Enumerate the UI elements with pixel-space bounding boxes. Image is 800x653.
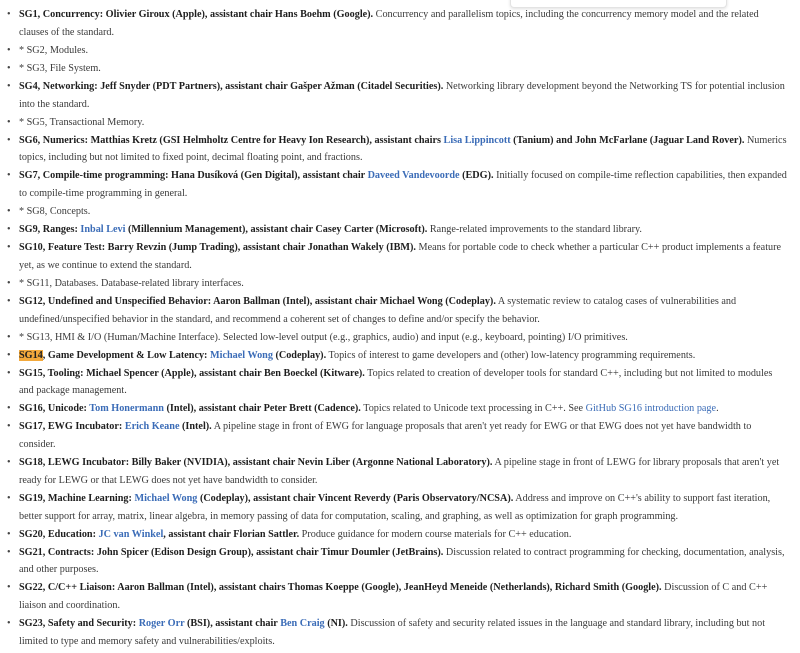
group-description: A systematic review to catalog cases of vulnerabilities and undefined/unspecified behavior in the standard, and recommend a coherent set of changes to define and/or specify the behavior. bbox=[19, 295, 737, 325]
heading-part: SG6, Numerics: Matthias Kretz (GSI Helmholtz Centre for Heavy Ion Research), assistant chairs bbox=[19, 134, 444, 146]
list-item bbox=[19, 221, 788, 239]
list-item bbox=[19, 42, 788, 60]
list-item bbox=[19, 114, 788, 132]
person-link[interactable]: JC van Winkel bbox=[98, 528, 164, 540]
group-heading: SG18, LEWG Incubator: Billy Baker (NVIDIA), assistant chair Nevin Liber (Argonne National Laboratory). bbox=[19, 457, 493, 469]
list-item bbox=[19, 400, 788, 418]
list-item bbox=[19, 418, 788, 454]
list-item bbox=[19, 454, 788, 490]
list-item bbox=[19, 544, 788, 580]
group-text: * SG13, HMI & I/O (Human/Machine Interface). Selected low-level output (e.g., graphics, audio) and input (e.g., keyboard, pointing) I/O primitives. bbox=[19, 331, 628, 343]
heading-part: SG17, EWG Incubator: bbox=[19, 421, 125, 433]
group-text: * SG2, Modules. bbox=[19, 44, 89, 56]
heading-part: (Intel). bbox=[179, 421, 212, 433]
group-description: Discussion of safety and security related issues in the language and standard library, including but not limited to type and memory safety and vulnerabilities/exploits. bbox=[19, 618, 766, 648]
list-item bbox=[19, 167, 788, 203]
heading-part: (Codeplay), assistant chair Vincent Reverdy (Paris Observatory/NCSA). bbox=[197, 492, 514, 504]
heading-part: (EDG). bbox=[459, 170, 494, 182]
sg16-github-link[interactable]: GitHub SG16 introduction page bbox=[585, 403, 717, 415]
heading-part: (NI). bbox=[324, 618, 348, 630]
list-item bbox=[19, 239, 788, 275]
group-heading bbox=[19, 224, 427, 235]
group-description: Initially focused on compile-time reflection capabilities, then expanded to compile-time programming in general. bbox=[19, 170, 787, 200]
list-item bbox=[19, 60, 788, 78]
list-item bbox=[19, 526, 788, 544]
group-description: Range-related improvements to the standard library. bbox=[427, 224, 642, 236]
heading-part: (Intel), assistant chair Peter Brett (Cadence). bbox=[163, 403, 361, 415]
group-description: Topics related to creation of developer tools for standard C++, including but not limited to modules and package management. bbox=[19, 367, 773, 397]
group-description: Discussion related to contract programming for checking, documentation, analysis, and other purposes. bbox=[19, 546, 785, 576]
group-description: Address and improve on C++'s ability to support fast iteration, better support for array, matrix, linear algebra, in memory passing of data for computation, scaling, and graphing, as well as optimization for graph programming. bbox=[19, 492, 771, 522]
group-heading bbox=[19, 135, 744, 146]
heading-part: (Tanium) and John McFarlane (Jaguar Land Rover). bbox=[510, 134, 745, 146]
group-description: Networking library development beyond the Networking TS for potential inclusion into the standard. bbox=[19, 80, 785, 110]
list-item bbox=[19, 329, 788, 347]
heading-part: SG20, Education: bbox=[19, 528, 99, 540]
person-link[interactable]: Tom Honermann bbox=[89, 403, 164, 415]
person-link[interactable]: Erich Keane bbox=[124, 421, 180, 433]
person-link[interactable]: Michael Wong bbox=[210, 349, 273, 361]
list-item bbox=[19, 203, 788, 221]
group-heading bbox=[19, 170, 494, 181]
person-link[interactable]: Daveed Vandevoorde bbox=[367, 170, 460, 182]
list-item bbox=[19, 78, 788, 114]
person-link[interactable]: Lisa Lippincott bbox=[443, 134, 511, 146]
heading-part: (Millennium Management), assistant chair Casey Carter (Microsoft). bbox=[125, 224, 428, 236]
group-text: * SG3, File System. bbox=[19, 62, 101, 74]
description-end: . bbox=[716, 403, 719, 415]
heading-part: , assistant chair Florian Sattler. bbox=[163, 528, 300, 540]
list-item bbox=[19, 615, 788, 651]
person-link[interactable]: Ben Craig bbox=[280, 618, 325, 630]
group-heading: SG4, Networking: Jeff Snyder (PDT Partners), assistant chair Gašper Ažman (Citadel Securities). bbox=[19, 80, 444, 92]
group-description: Discussion of C and C++ liaison and coordination. bbox=[19, 582, 768, 612]
group-description: Topics related to Unicode text processing in C++. See bbox=[360, 403, 586, 415]
group-description: A pipeline stage in front of EWG for language proposals that aren't yet ready for EWG or that EWG does not yet have bandwidth to consider. bbox=[19, 421, 752, 451]
person-link[interactable]: Inbal Levi bbox=[80, 224, 126, 236]
group-heading: SG21, Contracts: John Spicer (Edison Design Group), assistant chair Timur Doumler (JetBrains). bbox=[19, 546, 444, 558]
heading-part: , Game Development & Low Latency: bbox=[42, 349, 210, 361]
group-heading: SG10, Feature Test: Barry Revzin (Jump Trading), assistant chair Jonathan Wakely (IBM). bbox=[19, 242, 416, 254]
group-heading bbox=[19, 618, 348, 629]
heading-part: (BSI), assistant chair bbox=[184, 618, 281, 630]
group-description: Numerics topics, including but not limited to fixed point, decimal floating point, and fractions. bbox=[19, 134, 787, 164]
group-description: Means for portable code to check whether a particular C++ product implements a feature yet, as we continue to extend the standard. bbox=[19, 242, 782, 271]
group-heading bbox=[19, 350, 326, 361]
list-item bbox=[19, 132, 788, 168]
group-heading bbox=[19, 493, 513, 504]
list-item bbox=[19, 347, 788, 365]
group-description: Concurrency and parallelism topics, including the concurrency memory model and the related clauses of the standard. bbox=[19, 9, 759, 38]
group-heading: SG22, C/C++ Liaison: Aaron Ballman (Intel), assistant chairs Thomas Koeppe (Google), JeanHeyd Meneide (Netherlands), Richard Smith (Google). bbox=[19, 582, 662, 594]
heading-part: SG19, Machine Learning: bbox=[19, 492, 135, 504]
heading-part: (Codeplay). bbox=[272, 349, 327, 361]
group-heading: SG1, Concurrency: Olivier Giroux (Apple), assistant chair Hans Boehm (Google). bbox=[19, 9, 374, 20]
group-heading bbox=[19, 403, 361, 414]
group-text: * SG11, Databases. Database-related library interfaces. bbox=[19, 277, 244, 289]
group-heading: SG12, Undefined and Unspecified Behavior: Aaron Ballman (Intel), assistant chair Michael Wong (Codeplay). bbox=[19, 295, 496, 307]
list-item bbox=[19, 365, 788, 401]
group-text: * SG5, Transactional Memory. bbox=[19, 116, 145, 128]
person-link[interactable]: Roger Orr bbox=[138, 618, 185, 630]
group-heading bbox=[19, 421, 212, 432]
group-description: A pipeline stage in front of LEWG for library proposals that aren't yet ready for LEWG or that LEWG does not yet have bandwidth to consider. bbox=[19, 457, 780, 486]
list-item bbox=[19, 490, 788, 526]
group-heading bbox=[19, 529, 299, 540]
person-link[interactable]: Michael Wong bbox=[134, 492, 198, 504]
group-text: * SG8, Concepts. bbox=[19, 206, 91, 218]
list-item bbox=[19, 275, 788, 293]
list-item bbox=[19, 293, 788, 329]
heading-part: SG16, Unicode: bbox=[19, 403, 90, 415]
heading-part: SG9, Ranges: bbox=[19, 224, 81, 236]
group-description: Topics of interest to game developers and (other) low-latency programming requirements. bbox=[326, 349, 696, 361]
list-item bbox=[19, 6, 788, 42]
group-heading: SG15, Tooling: Michael Spencer (Apple), assistant chair Ben Boeckel (Kitware). bbox=[19, 367, 365, 379]
group-description: Produce guidance for modern course materials for C++ education. bbox=[299, 528, 572, 540]
search-highlight: SG14 bbox=[19, 349, 43, 361]
heading-part: SG23, Safety and Security: bbox=[19, 618, 139, 630]
list-item bbox=[19, 579, 788, 615]
heading-part: SG7, Compile-time programming: Hana Dusíková (Gen Digital), assistant chair bbox=[19, 170, 368, 182]
